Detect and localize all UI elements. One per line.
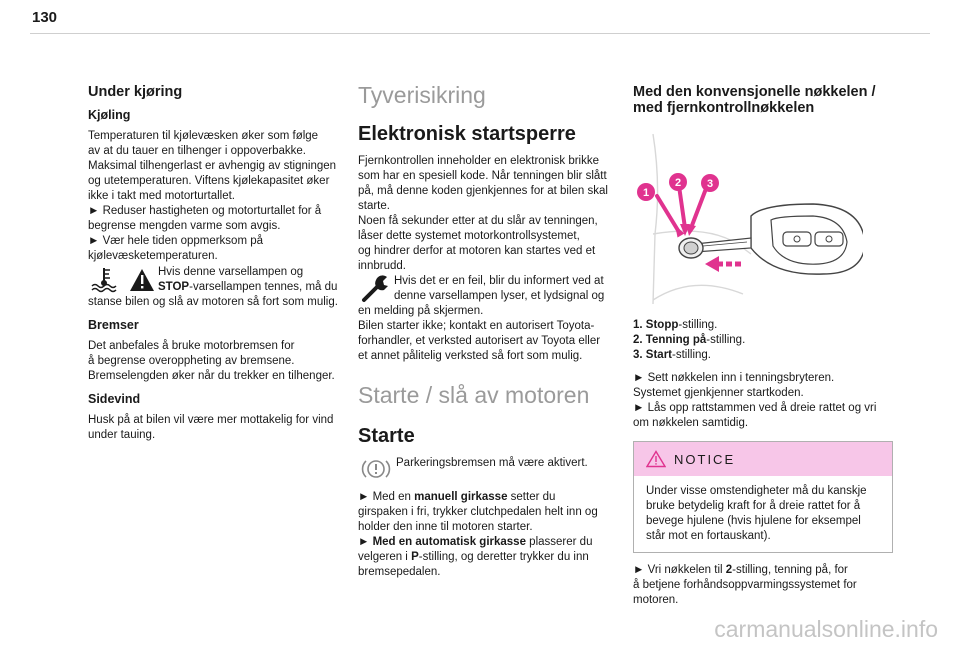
text-line: og utetemperaturen. Viftens kjølekapasitet øker: [88, 175, 330, 187]
ignition-key-illustration: [633, 124, 863, 306]
item-number: 3.: [633, 349, 643, 361]
item-label: Start: [645, 349, 672, 361]
bold-span: manuell girkasse: [414, 491, 508, 503]
warning-text-rest: -varsellampen tennes, må du: [189, 281, 338, 293]
text-span: setter du: [507, 491, 556, 503]
text-line: ikke i takt med motorturtallet.: [88, 190, 235, 202]
text-line: [358, 550, 620, 565]
cooling-title: Kjøling: [88, 108, 131, 122]
bold-span: Med en automatisk girkasse: [372, 536, 526, 548]
auto-gearbox-line: [358, 535, 620, 550]
warning-text-line: [158, 280, 337, 295]
stop-word: STOP: [158, 281, 190, 293]
text-line: Under visse omstendigheter må du kanskje: [646, 485, 867, 497]
text-line: og hindrer derfor at motoren kan startes ved et: [358, 245, 596, 257]
text-line: innbrudd.: [358, 260, 406, 272]
marker-1-label: 1: [642, 187, 650, 199]
parking-brake-icon: [358, 456, 394, 482]
text-line: et annet pålitelig verksted så fort som mulig.: [358, 350, 583, 362]
text-line: under tauing.: [88, 429, 156, 441]
text-span: -stilling, tenning på, for: [732, 564, 848, 576]
fault-lamp-row: [358, 274, 620, 304]
marker-3-label: 3: [706, 178, 714, 190]
notice-box: [633, 441, 893, 553]
text-line: begrense mengden varme som avgis.: [88, 220, 281, 232]
text-line: låser dette systemet motorkontrollsystemet,: [358, 230, 580, 242]
main-title: Tyverisikring: [358, 82, 486, 108]
bold-span: 2: [725, 564, 733, 576]
text-line: Fjernkontrollen inneholder en elektronisk brikke: [358, 155, 599, 167]
warning-triangle-icon: [646, 450, 666, 468]
text-line: kjølevæsketemperaturen.: [88, 250, 218, 262]
text-line: av at du tauer en tilhenger i oppoverbakke.: [88, 145, 307, 157]
text-line: stanse bilen og slå av motoren så fort som mulig.: [88, 296, 338, 308]
text-line: girspaken i fri, trykker clutchpedalen helt inn og: [358, 506, 598, 518]
text-line: står mot en fortauskant).: [646, 530, 771, 542]
text-line: Hvis det er en feil, blir du informert ved at: [394, 275, 604, 287]
text-line: motoren.: [633, 594, 679, 606]
position-item: [633, 333, 893, 348]
item-rest: -stilling.: [706, 334, 746, 346]
text-line: Noen få sekunder etter at du slår av tenningen,: [358, 215, 598, 227]
watermark: carmanualsonline.info: [714, 616, 938, 642]
notice-body: [634, 476, 892, 552]
key-heading-line-2: med fjernkontrollnøkkelen: [633, 100, 815, 116]
warning-text-line: Hvis denne varsellampen og: [158, 266, 304, 278]
parking-text: Parkeringsbremsen må være aktivert.: [396, 457, 588, 469]
text-line: starte.: [358, 200, 390, 212]
marker-2-label: 2: [674, 177, 682, 189]
text-line: ► Vær hele tiden oppmerksom på: [88, 235, 264, 247]
text-line: en melding på skjermen.: [358, 305, 484, 317]
text-line: holder den inne til motoren starter.: [358, 521, 533, 533]
bold-span: P: [411, 551, 419, 563]
text-span: ► Vri nøkkelen til: [633, 564, 726, 576]
text-line: ► Reduser hastigheten og motorturtallet for å: [88, 205, 322, 217]
section-heading: Under kjøring: [88, 84, 183, 100]
text-line: å betjene forhåndsoppvarmingssystemet for: [633, 579, 857, 591]
brakes-title: Bremser: [88, 318, 139, 332]
text-line: Bilen starter ikke; kontakt en autorisert Toyota-: [358, 320, 595, 332]
sidewind-title: Sidevind: [88, 392, 141, 406]
text-line: forhandler, et verksted autorisert av Toyota eller: [358, 335, 601, 347]
text-line: å begrense overoppheting av bremsene.: [88, 355, 295, 367]
item-label: Stopp: [645, 319, 679, 331]
text-line: Det anbefales å bruke motorbremsen for: [88, 340, 295, 352]
text-span: ► Med en: [358, 491, 415, 503]
text-line: Systemet gjenkjenner startkoden.: [633, 387, 804, 399]
position-item: [633, 318, 893, 333]
warning-lamp-row: [88, 265, 350, 295]
text-line: om nøkkelen samtidig.: [633, 417, 749, 429]
position-item: [633, 348, 893, 363]
text-line: bevege hjulene (hvis hjulene for eksempel: [646, 515, 861, 527]
manual-gearbox-line: [358, 490, 620, 505]
text-span: ►: [358, 536, 373, 548]
header-divider: [30, 33, 930, 34]
item-rest: -stilling.: [672, 349, 711, 361]
item-number: 2.: [633, 334, 643, 346]
text-span: velgeren i: [358, 551, 412, 563]
text-span: plasserer du: [525, 536, 593, 548]
text-line: Temperaturen til kjølevæsken øker som følge: [88, 130, 319, 142]
text-line: denne varsellampen lyser, et lydsignal og: [394, 290, 605, 302]
text-line: bremsepedalen.: [358, 566, 441, 578]
position-list: [633, 318, 893, 363]
item-rest: -stilling.: [678, 319, 718, 331]
ignition-key-figure: [633, 124, 863, 306]
text-line: ► Lås opp rattstammen ved å dreie rattet og vri: [633, 402, 877, 414]
notice-header: [634, 442, 892, 476]
start-title: Starte: [358, 425, 415, 447]
item-label: Tenning på: [645, 334, 707, 346]
text-span: -stilling, og deretter trykker du inn: [418, 551, 589, 563]
text-line: bruke betydelig kraft for å dreie rattet for å: [646, 500, 861, 512]
text-line: Bremselengden øker når du trekker en tilhenger.: [88, 370, 335, 382]
wrench-icon: [358, 274, 394, 304]
cooling-text: [88, 129, 350, 264]
text-line: ► Sett nøkkelen inn i tenningsbryteren.: [633, 372, 835, 384]
text-line: som har en spesiell kode. Når tenningen blir slått: [358, 170, 607, 182]
column-under-kjoring: [88, 84, 350, 443]
text-line: Husk på at bilen vil være mer mottakelig for vind: [88, 414, 334, 426]
text-line: Maksimal tilhengerlast er avhengig av stigningen: [88, 160, 337, 172]
parking-brake-row: [358, 456, 620, 482]
coolant-temperature-icon: [88, 265, 156, 295]
engine-title: Starte / slå av motoren: [358, 382, 590, 408]
turn-key-line: [633, 563, 893, 578]
column-key: [633, 84, 893, 608]
key-heading-line-1: Med den konvensjonelle nøkkelen /: [633, 84, 876, 100]
page-number: 130: [32, 9, 58, 26]
item-number: 1.: [633, 319, 643, 331]
text-line: på, må denne koden gjenkjennes for at bilen skal: [358, 185, 608, 197]
notice-title: NOTICE: [674, 451, 736, 467]
column-tyverisikring: [358, 82, 620, 580]
section-title: Elektronisk startsperre: [358, 123, 576, 145]
